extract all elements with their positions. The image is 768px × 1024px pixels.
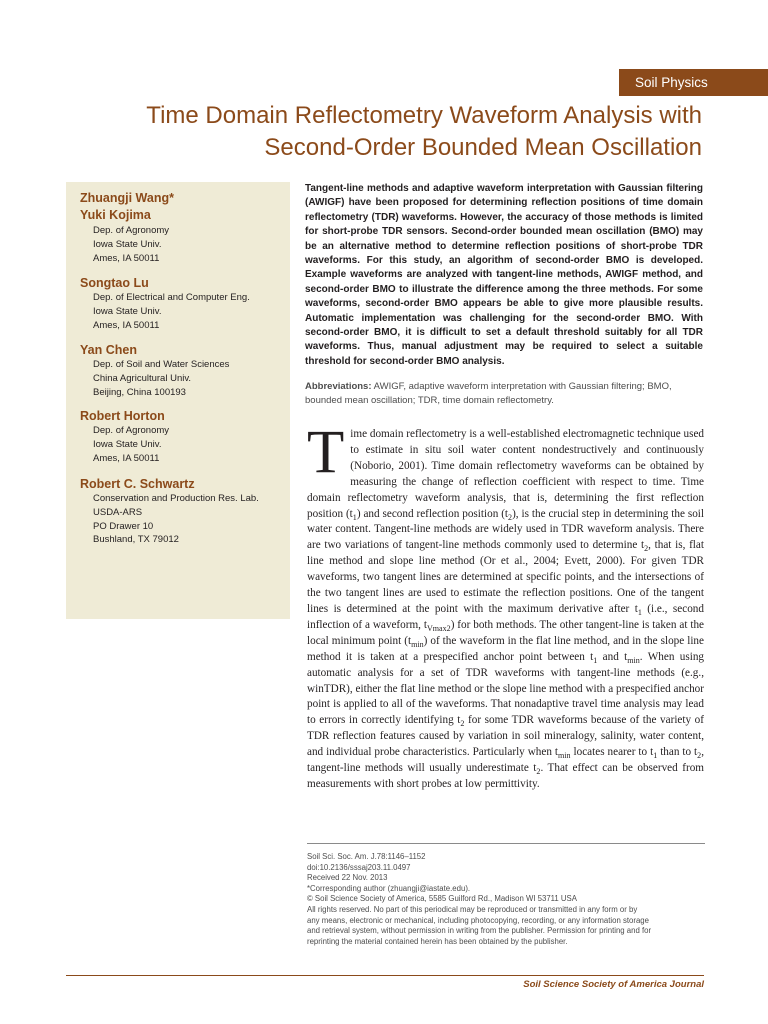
footer-rule	[66, 975, 704, 976]
citation: Soil Sci. Soc. Am. J.78:1146–1152	[307, 852, 426, 861]
abbreviations-label: Abbreviations:	[305, 381, 372, 392]
journal-name: Soil Science Society of America Journal	[523, 979, 704, 990]
author-name: Yan Chen	[80, 343, 137, 357]
copyright: © Soil Science Society of America, 5585 Guilford Rd., Madison WI 53711 USA	[307, 894, 577, 904]
abbreviations-text: AWIGF, adaptive waveform interpretation with Gaussian filtering; BMO, bounded mean oscillation; TDR, time domain reflectometry.	[305, 381, 672, 406]
abbreviations	[305, 380, 703, 407]
drop-cap: T	[307, 419, 345, 486]
author-affiliation: Dep. of Agronomy Iowa State Univ. Ames, IA 50011	[93, 225, 170, 264]
received-date: Received 22 Nov. 2013	[307, 873, 388, 883]
author-affiliation: Dep. of Agronomy Iowa State Univ. Ames, IA 50011	[93, 425, 170, 464]
doi: doi:10.2136/sssaj203.11.0497	[307, 862, 411, 872]
rights-line: any means, electronic or mechanical, including photocopying, recording, or any information storage	[307, 915, 649, 925]
rights-line: reprinting the material contained herein has been obtained by the publisher.	[307, 936, 568, 946]
corresponding-author: *Corresponding author (zhuangji@iastate.edu).	[307, 883, 471, 893]
author-name: Robert C. Schwartz	[80, 477, 195, 491]
author-affiliation: Dep. of Electrical and Computer Eng. Iowa State Univ. Ames, IA 50011	[93, 292, 250, 331]
author-affiliation: Conservation and Production Res. Lab. USDA-ARS PO Drawer 10 Bushland, TX 79012	[93, 493, 259, 546]
title-line-1: Time Domain Reflectometry Waveform Analysis with	[146, 102, 702, 129]
article-title	[60, 100, 702, 164]
author-affiliation: Dep. of Soil and Water Sciences China Agricultural Univ. Beijing, China 100193	[93, 359, 230, 398]
author-name: Zhuangji Wang*	[80, 191, 174, 205]
divider	[307, 843, 705, 844]
section-tag: Soil Physics	[619, 69, 768, 96]
body-text: Time domain reflectometry is a well-established electromagnetic technique used to estimate in situ soil water content nondestructively and continuously (Noborio, 2001). Time domain reflectometry waveforms can be obtained by measuring the change of reflection coefficient with respect to time. Time domain reflectometry waveform analysis, that is, determining the first reflection position $(t_1)$ and second reflection position $(t_2)$, is the crucial step in determining the soil water content. Tangent-line methods are widely used in TDR waveform analysis. There are two variations of tangent-line methods commonly used to determine $t_2$, that is, flat line method and slope line method (Or et al., 2004; Evett, 2000). For given TDR waveforms, two tangent lines are determined at specific points, and the intersections of the two tangent lines are used to estimate the reflection positions. One of the tangent lines is determined at the point with the maximum derivative after $t_1$ (i.e., second inflection of a waveform, $t_{Vmax2}$) for both methods. The other tangent-line is taken at the local minimum point $(t_{min})$ of the waveform in the flat line method, and in the slope line method it is taken at a prespecified anchor point between $t_1$ and $t_{min}$. When using automatic analysis for a set of TDR waveforms with tangent-line methods (e.g., winTDR), either the flat line method or the slope line method with a prespecified anchor point is applied to all of the waveforms. That nonadaptive travel time analysis may lead to errors in correctly identifying $t_2$ for some TDR waveforms because of the variety of TDR reflection features caused by variation in soil mineralogy, salinity, water content, and individual probe characteristics. Particularly when $t_{min}$ locates nearer to $t_1$ than to $t_2$, tangent-line methods will usually underestimate $t_2$. That effect can be observed from measurements with short probes at low permittivity.	[307, 419, 705, 790]
rights-line: and retrieval system, without permission in writing from the publisher. Permission for printing and for	[307, 926, 652, 936]
publication-meta	[307, 852, 705, 947]
author-name: Robert Horton	[80, 409, 165, 423]
abstract: Tangent-line methods and adaptive waveform interpretation with Gaussian filtering (AWIGF) have been proposed for determining reflection positions of time domain reflectometry (TDR) waveforms. However, the accuracy of those methods is limited for short-probe TDR sensors. Second-order bounded mean oscillation (BMO) may be an alternative method to determine reflection positions of short-probe TDR waveforms. For this study, an algorithm of second-order BMO is developed. Example waveforms are analyzed with tangent-line methods, AWIGF method, and second-order BMO to illustrate the difference among the three methods. For some waveforms, second-order BMO appears be able to give more plausible results. Automatic implementation was challenging for the second-order BMO. With second-order BMO, it is difficult to set a default threshold suitably for all TDR waveforms. Thus, manual adjustment may be required to select a suitable threshold for second-order BMO analysis.	[305, 183, 703, 367]
author-name: Songtao Lu	[80, 276, 149, 290]
title-line-2: Second-Order Bounded Mean Oscillation	[264, 134, 702, 161]
rights-line: All rights reserved. No part of this periodical may be reproduced or transmitted in any form or by	[307, 904, 638, 914]
author-name: Yuki Kojima	[80, 208, 151, 222]
